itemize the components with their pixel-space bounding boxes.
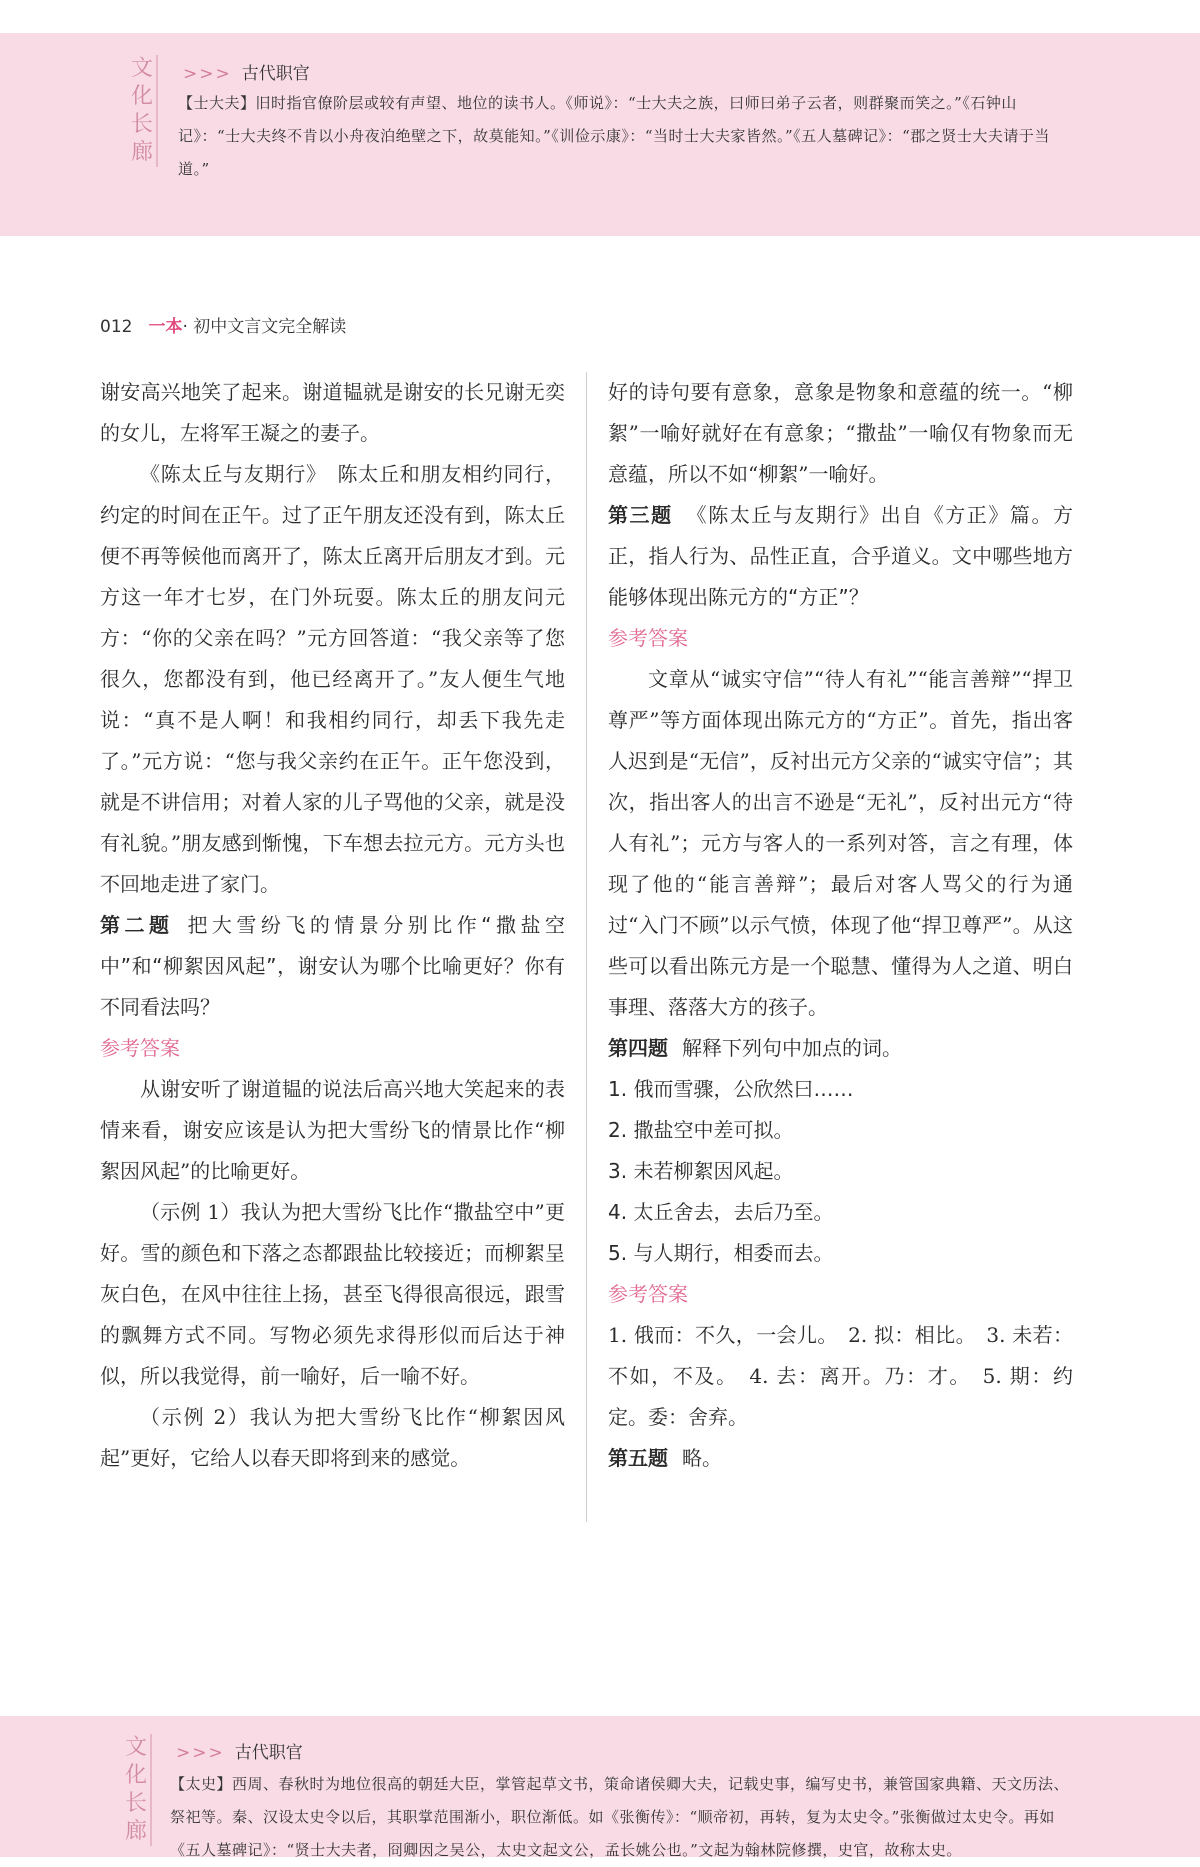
answer-label: 参考答案 xyxy=(608,626,688,650)
paragraph: 好的诗句要有意象，意象是物象和意蕴的统一。“柳絮”一喻好就好在有意象；“撒盐”一喻仅有物象而无意蕴，所以不如“柳絮”一喻好。 xyxy=(608,380,1073,486)
question-label: 第二题 xyxy=(100,913,174,937)
list-item: 2. 撒盐空中差可拟。 xyxy=(608,1118,794,1142)
arrows-icon: >>> xyxy=(176,1743,225,1763)
question-label: 第四题 xyxy=(608,1036,668,1060)
question-text: 把大雪纷飞的情景分别比作“撒盐空中”和“柳絮因风起”，谢安认为哪个比喻更好？你有不同看法吗？ xyxy=(100,913,565,1019)
list-item: 4. 太丘舍去，去后乃至。 xyxy=(608,1200,834,1224)
list-item: 1. 俄而雪骤，公欣然曰…… xyxy=(608,1077,854,1101)
culture-corridor-vertical-label xyxy=(122,1734,152,1846)
answer-label: 参考答案 xyxy=(100,1036,180,1060)
question-4 xyxy=(608,1028,1073,1069)
culture-heading-text: 古代职官 xyxy=(234,1743,303,1763)
list-item: 5. 与人期行，相委而去。 xyxy=(608,1241,834,1265)
culture-corridor-vertical-label xyxy=(128,55,158,167)
paragraph: 文章从“诚实守信”“待人有礼”“能言善辩”“捍卫尊严”等方面体现出陈元方的“方正”。首先，指出客人迟到是“无信”，反衬出元方父亲的“诚实守信”；其次，指出客人的出言不逊是“无礼”，反衬出元方“待人有礼”；元方与客人的一系列对答，言之有理，体现了他的“能言善辩”；最后对客人骂父的行为通过“入门不顾”以示气愤，体现了他“捍卫尊严”。从这些可以看出陈元方是一个聪慧、懂得为人之道、明白事理、落落大方的孩子。 xyxy=(608,667,1073,1019)
question-2 xyxy=(100,905,565,1028)
list-item: 3. 未若柳絮因风起。 xyxy=(608,1159,794,1183)
culture-text: 【士大夫】旧时指官僚阶层或较有声望、地位的读书人。《师说》：“士大夫之族，曰师曰弟子云者，则群聚而笑之。”《石钟山记》：“士大夫终不肯以小舟夜泊绝壁之下，故莫能知。”《训俭示康》：“当时士大夫家皆然。”《五人墓碑记》：“郡之贤士大夫请于当道。” xyxy=(178,94,1050,178)
paragraph: 《陈太丘与友期行》 陈太丘和朋友相约同行，约定的时间在正午。过了正午朋友还没有到，陈太丘便不再等候他而离开了，陈太丘离开后朋友才到。元方这一年才七岁，在门外玩耍。陈太丘的朋友问元方：“你的父亲在吗？”元方回答道：“我父亲等了您很久，您都没有到，他已经离开了。”友人便生气地说：“真不是人啊！和我相约同行，却丢下我先走了。”元方说：“您与我父亲约在正午。正午您没到，就是不讲信用；对着人家的儿子骂他的父亲，就是没有礼貌。”朋友感到惭愧，下车想去拉元方。元方头也不回地走进了家门。 xyxy=(100,462,565,896)
vertical-char: 文 xyxy=(124,1735,147,1760)
vertical-char: 长 xyxy=(124,1791,147,1816)
paragraph: 谢安高兴地笑了起来。谢道韫就是谢安的长兄谢无奕的女儿，左将军王凝之的妻子。 xyxy=(100,380,565,445)
paragraph: 从谢安听了谢道韫的说法后高兴地大笑起来的表情来看，谢安应该是认为把大雪纷飞的情景比作“柳絮因风起”的比喻更好。 xyxy=(100,1077,565,1183)
culture-corridor-top xyxy=(0,33,1200,236)
question-label: 第五题 xyxy=(608,1446,668,1470)
question-3 xyxy=(608,495,1073,618)
question-text: 略。 xyxy=(682,1446,722,1470)
paragraph: （示例 2）我认为把大雪纷飞比作“柳絮因风起”更好，它给人以春天即将到来的感觉。 xyxy=(100,1405,565,1470)
page-header xyxy=(100,312,346,337)
question-5 xyxy=(608,1438,1073,1479)
question-label: 第三题 xyxy=(608,503,673,527)
arrows-icon: >>> xyxy=(183,64,232,84)
vertical-char: 长 xyxy=(130,112,153,137)
vertical-char: 文 xyxy=(130,56,153,81)
paragraph: （示例 1）我认为把大雪纷飞比作“撒盐空中”更好。雪的颜色和下落之态都跟盐比较接近；而柳絮呈灰白色，在风中往往上扬，甚至飞得很高很远，跟雪的飘舞方式不同。写物必须先求得形似而后达于神似，所以我觉得，前一喻好，后一喻不好。 xyxy=(100,1200,565,1388)
vertical-char: 廊 xyxy=(130,140,153,165)
culture-corridor-bottom xyxy=(0,1716,1200,1857)
brand-logo: 一本 xyxy=(148,317,183,337)
vertical-char: 化 xyxy=(130,84,153,109)
culture-text: 【太史】西周、春秋时为地位很高的朝廷大臣，掌管起草文书，策命诸侯卿大夫，记载史事，编写史书，兼管国家典籍、天文历法、祭祀等。秦、汉设太史令以后，其职掌范围渐小，职位渐低。如《张衡传》：“顺帝初，再转，复为太史令。”张衡做过太史令。再如《五人墓碑记》：“贤士大夫者，冏卿因之吴公，太史文起文公，孟长姚公也。”文起为翰林院修撰，史官，故称太史。 xyxy=(170,1775,1070,1859)
book-title: · 初中文言文完全解读 xyxy=(182,317,347,337)
paragraph: 1. 俄而：不久，一会儿。 2. 拟：相比。 3. 未若：不如，不及。 4. 去：离开。乃：才。 5. 期：约定。委：舍弃。 xyxy=(608,1323,1073,1429)
culture-heading xyxy=(176,1738,303,1763)
column-divider xyxy=(586,372,587,1522)
page-number: 012 xyxy=(100,317,133,337)
right-column xyxy=(608,372,1073,1479)
culture-heading xyxy=(183,59,310,84)
question-text: 解释下列句中加点的词。 xyxy=(682,1036,902,1060)
vertical-char: 化 xyxy=(124,1763,147,1788)
left-column xyxy=(100,372,565,1479)
answer-label: 参考答案 xyxy=(608,1282,688,1306)
vertical-char: 廊 xyxy=(124,1819,147,1844)
question-text: 《陈太丘与友期行》出自《方正》篇。方正，指人行为、品性正直，合乎道义。文中哪些地方能够体现出陈元方的“方正”？ xyxy=(608,503,1074,609)
culture-heading-text: 古代职官 xyxy=(241,64,310,84)
